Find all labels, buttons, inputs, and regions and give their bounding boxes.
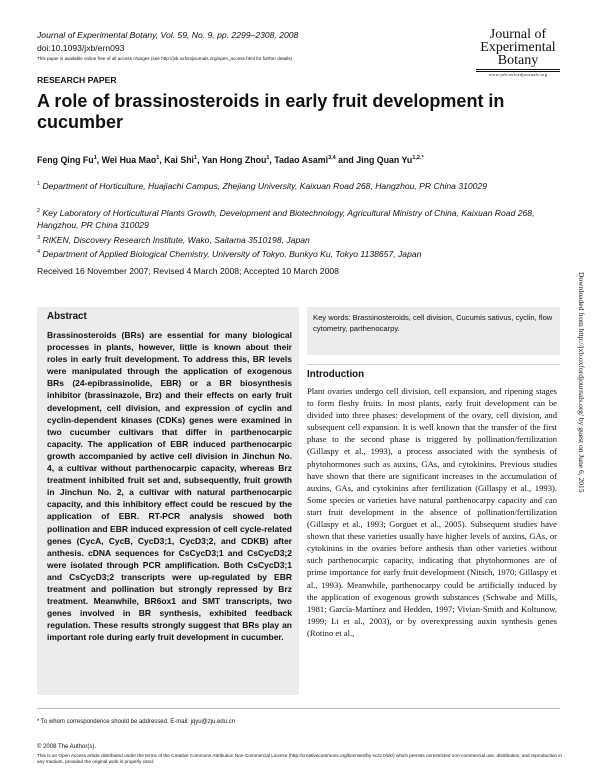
author-list: Feng Qing Fu$^1$, Wei Hua Mao$^1$, Kai Shi$^1$, Yan Hong Zhou$^1$, Tadao Asami$^{3,4}$ and Jing Quan $Yu^{1,2,*}$ bbox=[37, 155, 424, 165]
introduction-text: Plant ovaries undergo cell division, cell expansion, and ripening stages to form fleshy fruits. In most plants, early fruit development can be divided into three phases: development of the ovary, cell division, and subsequent cell expansion. It is well known that the transfer of the first phase to the second phase is triggered by pollination/fertilization (Gillaspy et al., 1993), a process associated with the synthesis of phytohormones such as auxins, GAs, and cytokinins. Previous studies have shown that there are significant increases in the accumulation of auxins, GAs, and cytokinins after fertilization (Gillaspy et al., 1993). Some species or varieties have natural parthenocarpy capacity and can start fruit development in the absence of pollination/fertilization (Gillaspy et al., 1993; Gorguet et al., 2005). Subsequent studies have shown that these varieties usually have higher levels of auxins, GAs, or cytokinins in the ovaries before anthesis than other varieties without such parthenocarpic capacity, indicating that phytohormones are of prime importance for early fruit development (Nitsch, 1970; Gillaspy et al., 1993). Meanwhile, parthenocarpy could be artificially induced by the application of exogenous growth substances (Schwabe and Mills, 1981; García-Martínez and Hedden, 1997; Vivian-Smith and Koltunow, 1999; Li et al., 2003), or by overexpressing auxin synthesis genes (Rotino et al., bbox=[307, 386, 557, 638]
author-sup: 1 bbox=[156, 155, 160, 162]
correspondence-note: * To whom correspondence should be addressed. E-mail: jqyu@zju.edu.cn bbox=[37, 719, 236, 725]
author-sup: 1 bbox=[266, 155, 270, 162]
affiliation-num: 4 bbox=[37, 249, 41, 255]
journal-logo bbox=[470, 28, 566, 78]
author: Feng Qing Fu bbox=[37, 155, 94, 165]
abstract-heading: Abstract bbox=[47, 311, 87, 322]
keywords-box bbox=[307, 307, 560, 355]
article-title: A role of brassinosteroids in early fruit development in cucumber bbox=[37, 91, 505, 132]
affiliation-num: 1 bbox=[37, 181, 41, 187]
copyright: © 2008 The Author(s). bbox=[37, 744, 97, 750]
footnote-divider bbox=[37, 708, 560, 709]
logo-line-2: Experimental bbox=[480, 40, 556, 55]
affiliation-text: Key Laboratory of Horticultural Plants Growth, Development and Biotechnology, Agricultural Ministry of China, Kaixuan Road 268, Hangzhou, PR China 310029 bbox=[37, 207, 535, 230]
open-access-note: This paper is available online free of all access charges (see http://jxb.oxfordjournals.org/open_access.html for further details) bbox=[37, 56, 293, 61]
received-dates: Received 16 November 2007; Revised 4 March 2008; Accepted 10 March 2008 bbox=[37, 266, 339, 276]
logo-line-1: Journal of bbox=[489, 27, 547, 42]
download-note bbox=[572, 272, 586, 602]
download-note-text[interactable]: Downloaded from http://jxb.oxfordjournals.org/ by guest on June 6, 2015 bbox=[577, 272, 586, 493]
affiliation bbox=[37, 178, 557, 192]
affiliation bbox=[37, 232, 557, 246]
logo-rule bbox=[476, 69, 560, 70]
affiliation-text: RIKEN, Discovery Research Institute, Wako, Saitama 3510198, Japan bbox=[42, 234, 310, 245]
author-sup: 1,2,* bbox=[412, 155, 424, 162]
affiliation-num: 2 bbox=[37, 208, 41, 214]
introduction-heading: Introduction bbox=[307, 369, 365, 380]
author-sup: 1 bbox=[93, 155, 97, 162]
author-sup: 3,4 bbox=[328, 155, 336, 162]
affiliation-text: Department of Applied Biological Chemistry, University of Tokyo, Bunkyo Ku, Tokyo 1138657, Japan bbox=[42, 248, 422, 259]
author: Wei Hua Mao bbox=[101, 155, 157, 165]
abstract-text: Brassinosteroids (BRs) are essential for many biological processes in plants, however, little is known about their roles in early fruit development. To address this, BR levels were manipulated through the application of exogenous BRs (24-epibrassinolide, EBR) or a BR biosynthesis inhibitor (brassinazole, Brz) and their effects on early fruit development, cell division, and expression of cyclin and cyclin-dependent kinases (CDKs) genes were examined in two cucumber cultivars that differ in parthenocarpic capacity. The application of EBR induced parthenocarpic growth accompanied by active cell division in Jinchun No. 4, a cultivar without parthenocarpic capacity, whereas Brz treatment inhibited fruit set and, subsequently, fruit growth in Jinchun No. 2, a cultivar with natural parthenocarpic capacity, and this inhibitory effect could be rescued by the application of EBR. RT-PCR analysis showed both pollination and EBR induced expression of cell cycle-related genes (CycA, CycB, CycD3;1, CycD3;2, and CDKB) after anthesis. cDNA sequences for CsCycD3;1 and CsCycD3;2 were isolated through PCR amplification. Both CsCycD3;1 and CsCycD3;2 transcripts were up-regulated by EBR treatment and pollination but strongly repressed by Brz treatment. Meanwhile, BR6ox1 and SMT transcripts, two genes involved in BR synthesis, exhibited feedback regulation. These results strongly suggest that BRs play an important role during early fruit development in cucumber. bbox=[47, 330, 292, 643]
affiliation bbox=[37, 246, 557, 260]
license-text: This is an Open Access article distributed under the terms of the Creative Commons Attribution Non-Commercial License (http://creativecommons.org/licenses/by-nc/2.0/uk/) which permits unrestricted non-commercial use, distribution, and reproduction in any medium, provided the original work is properly cited. bbox=[37, 753, 562, 764]
logo-tagline: www.jxb.oxfordjournals.org bbox=[488, 72, 548, 77]
affiliation-text: Department of Horticulture, Huajiachi Campus, Zhejiang University, Kaixuan Road 268, Hangzhou, PR China 310029 bbox=[42, 180, 488, 191]
keywords-text: Key words: Brassinosteroids, cell division, Cucumis sativus, cyclin, flow cytometry, parthenocarpy. bbox=[313, 313, 553, 333]
author: Yan Hong Zhou bbox=[201, 155, 267, 165]
doi[interactable]: doi:10.1093/jxb/ern093 bbox=[37, 43, 125, 53]
abstract-box bbox=[37, 307, 299, 695]
logo-line-3: Botany bbox=[497, 53, 539, 68]
affiliation bbox=[37, 205, 557, 231]
author: Kai Shi bbox=[164, 155, 195, 165]
journal-citation: Journal of Experimental Botany, Vol. 59, No. 9, pp. 2299–2308, 2008 bbox=[37, 30, 299, 40]
affiliation-num: 3 bbox=[37, 235, 41, 241]
author-sup: 1 bbox=[194, 155, 198, 162]
introduction-section bbox=[307, 364, 560, 697]
article-type: RESEARCH PAPER bbox=[37, 75, 117, 85]
author: Tadao Asami bbox=[274, 155, 329, 165]
author: Jing Quan Yu bbox=[356, 155, 413, 165]
